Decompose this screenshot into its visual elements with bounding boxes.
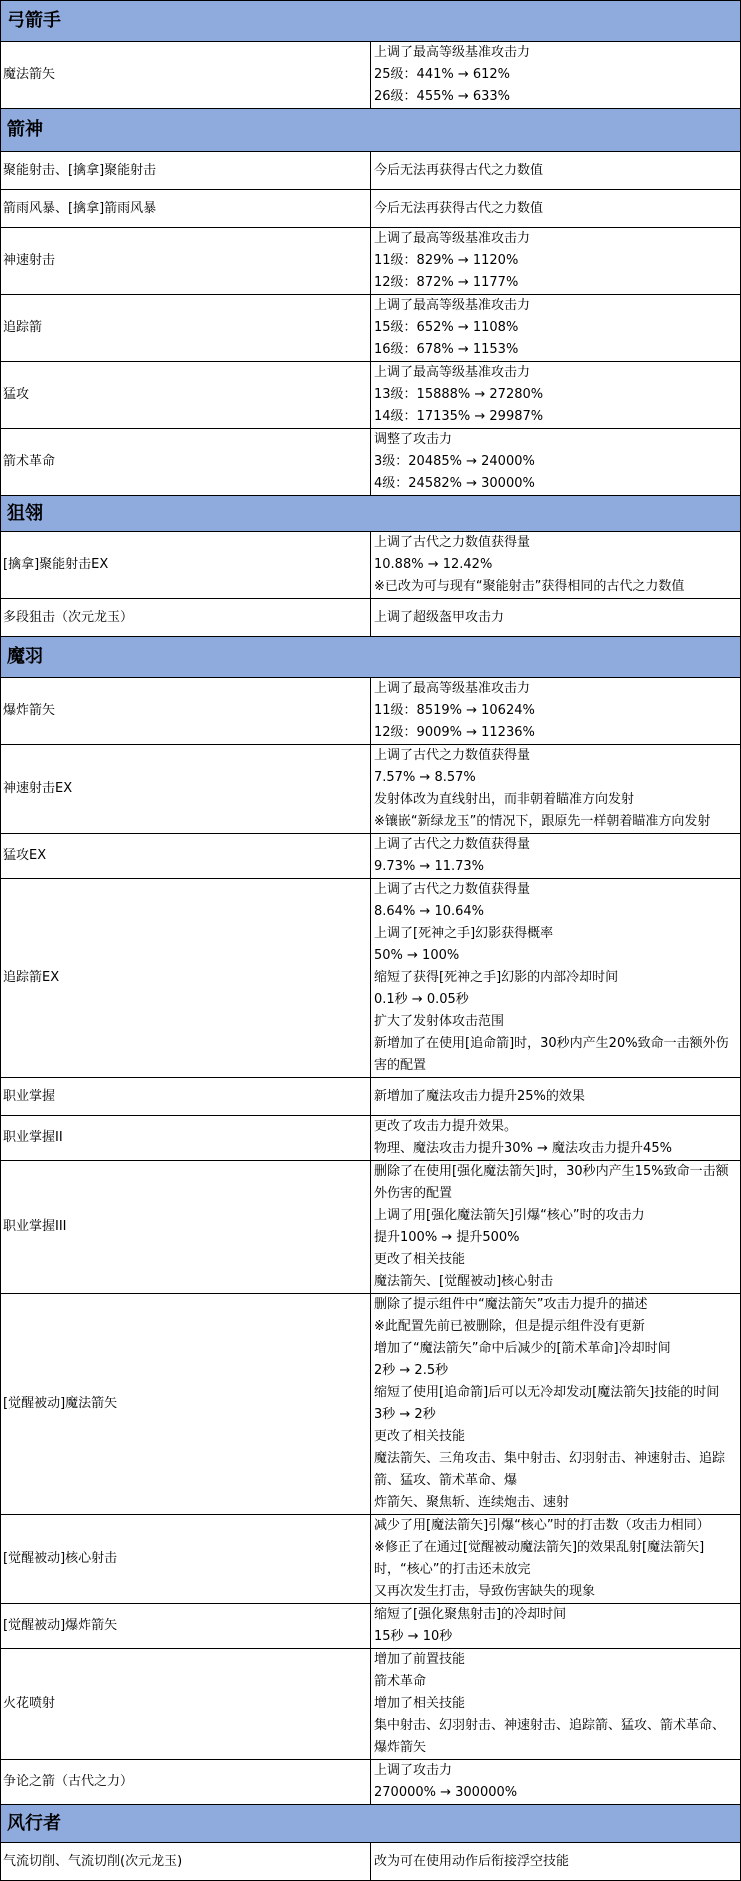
change-line: 发射体改为直线射出，而非朝着瞄准方向发射	[374, 792, 635, 807]
skill-row	[1, 745, 741, 834]
change-line: 上调了古代之力数值获得量	[374, 535, 531, 550]
change-line: 魔法箭矢、三角攻击、集中射击、幻羽射击、神速射击、追踪箭、猛攻、箭术革命、爆	[374, 1451, 726, 1488]
change-description	[371, 228, 741, 295]
skill-name: [觉醒被动]魔法箭矢	[1, 1294, 371, 1515]
change-line: 10.88% → 12.42%	[374, 557, 493, 572]
skill-name: 神速射击EX	[1, 745, 371, 834]
skill-name: 猛攻EX	[1, 834, 371, 879]
section-header-row	[1, 1, 741, 42]
change-line: 上调了用[强化魔法箭矢]引爆“核心”时的攻击力	[374, 1208, 645, 1223]
section-header-row	[1, 109, 741, 152]
change-description	[371, 362, 741, 429]
change-line: 增加了“魔法箭矢”命中后减少的[箭术革命]冷却时间	[374, 1341, 671, 1356]
section-title: 风行者	[1, 1805, 741, 1843]
skill-row	[1, 599, 741, 637]
skill-name: 聚能射击、[擒拿]聚能射击	[1, 152, 371, 190]
skill-name: 职业掌握III	[1, 1161, 371, 1294]
skill-name: 猛攻	[1, 362, 371, 429]
change-description	[371, 1649, 741, 1760]
change-line: 新增加了魔法攻击力提升25%的效果	[374, 1088, 585, 1104]
change-description	[371, 834, 741, 879]
skill-name: 魔法箭矢	[1, 42, 371, 109]
change-description	[371, 1078, 741, 1116]
change-line: ※修正了在通过[觉醒被动魔法箭矢]的效果乱射[魔法箭矢]时，“核心”的打击还未放完	[374, 1540, 705, 1577]
change-line: 上调了最高等级基准攻击力	[374, 365, 531, 380]
change-line: 缩短了使用[追命箭]后可以无冷却发动[魔法箭矢]技能的时间	[374, 1385, 720, 1400]
change-line: 扩大了发射体攻击范围	[374, 1014, 505, 1029]
skill-row	[1, 1760, 741, 1805]
change-description	[371, 1760, 741, 1805]
change-line: 新增加了在使用[追命箭]时，30秒内产生20%致命一击额外伤害的配置	[374, 1036, 729, 1073]
change-description	[371, 879, 741, 1078]
change-line: 3级：20485% → 24000%	[374, 454, 535, 469]
section-header-row	[1, 496, 741, 532]
change-line: 更改了相关技能	[374, 1252, 466, 1267]
change-line: 增加了前置技能	[374, 1652, 466, 1667]
change-line: 上调了最高等级基准攻击力	[374, 45, 531, 60]
skill-name: [觉醒被动]核心射击	[1, 1515, 371, 1604]
change-line: 11级：8519% → 10624%	[374, 703, 535, 718]
change-line: 2秒 → 2.5秒	[374, 1363, 449, 1378]
change-description	[371, 599, 741, 637]
change-description	[371, 532, 741, 599]
change-line: 15级：652% → 1108%	[374, 320, 519, 335]
change-line: 16级：678% → 1153%	[374, 342, 519, 357]
change-line: 14级：17135% → 29987%	[374, 409, 544, 424]
change-description	[371, 745, 741, 834]
change-line: ※此配置先前已被删除，但是提示组件没有更新	[374, 1319, 645, 1334]
skill-name: 火花喷射	[1, 1649, 371, 1760]
skill-row	[1, 1161, 741, 1294]
change-line: 减少了用[魔法箭矢]引爆“核心”时的打击数（攻击力相同）	[374, 1518, 710, 1533]
skill-name: 职业掌握	[1, 1078, 371, 1116]
skill-name: 追踪箭	[1, 295, 371, 362]
section-header-row	[1, 1805, 741, 1843]
change-line: 上调了古代之力数值获得量	[374, 882, 531, 897]
skill-name: 追踪箭EX	[1, 879, 371, 1078]
change-description	[371, 1604, 741, 1649]
change-line: 上调了攻击力	[374, 1763, 453, 1778]
change-line: 15秒 → 10秒	[374, 1629, 453, 1644]
skill-row	[1, 879, 741, 1078]
skill-name: 多段狙击（次元龙玉）	[1, 599, 371, 637]
change-line: 炸箭矢、聚焦斩、连续炮击、速射	[374, 1495, 570, 1510]
skill-name: [觉醒被动]爆炸箭矢	[1, 1604, 371, 1649]
change-description	[371, 1843, 741, 1881]
change-line: 9.73% → 11.73%	[374, 859, 485, 874]
skill-name: 争论之箭（古代之力）	[1, 1760, 371, 1805]
change-line: 50% → 100%	[374, 948, 460, 963]
skill-row	[1, 190, 741, 228]
patch-notes-body	[1, 1, 741, 1881]
skill-row	[1, 1843, 741, 1881]
change-line: 今后无法再获得古代之力数值	[374, 200, 544, 216]
change-line: 7.57% → 8.57%	[374, 770, 476, 785]
change-line: 上调了超级盔甲攻击力	[374, 609, 505, 625]
skill-name: [擒拿]聚能射击EX	[1, 532, 371, 599]
change-line: 13级：15888% → 27280%	[374, 387, 544, 402]
change-line: ※镶嵌“新绿龙玉”的情况下，跟原先一样朝着瞄准方向发射	[374, 814, 711, 829]
skill-row	[1, 1078, 741, 1116]
change-description	[371, 1161, 741, 1294]
change-line: 上调了古代之力数值获得量	[374, 748, 531, 763]
change-description	[371, 429, 741, 496]
change-line: 上调了最高等级基准攻击力	[374, 681, 531, 696]
skill-name: 爆炸箭矢	[1, 678, 371, 745]
skill-row	[1, 1649, 741, 1760]
change-line: 更改了相关技能	[374, 1429, 466, 1444]
change-description	[371, 190, 741, 228]
change-line: 3秒 → 2秒	[374, 1407, 436, 1422]
skill-name: 神速射击	[1, 228, 371, 295]
change-line: 物理、魔法攻击力提升30% → 魔法攻击力提升45%	[374, 1141, 672, 1156]
change-description	[371, 42, 741, 109]
change-line: 0.1秒 → 0.05秒	[374, 992, 469, 1007]
change-line: 11级：829% → 1120%	[374, 253, 519, 268]
skill-row	[1, 678, 741, 745]
section-header-row	[1, 637, 741, 678]
change-description	[371, 1515, 741, 1604]
skill-row	[1, 429, 741, 496]
change-line: 上调了古代之力数值获得量	[374, 837, 531, 852]
change-line: 今后无法再获得古代之力数值	[374, 162, 544, 178]
change-line: 集中射击、幻羽射击、神速射击、追踪箭、猛攻、箭术革命、爆炸箭矢	[374, 1718, 726, 1755]
skill-row	[1, 42, 741, 109]
skill-row	[1, 362, 741, 429]
change-description	[371, 1294, 741, 1515]
change-line: 箭术革命	[374, 1674, 427, 1689]
section-title: 狙翎	[1, 496, 741, 532]
section-title: 箭神	[1, 109, 741, 152]
change-line: 12级：872% → 1177%	[374, 275, 519, 290]
change-line: 魔法箭矢、[觉醒被动]核心射击	[374, 1274, 554, 1289]
skill-row	[1, 532, 741, 599]
change-line: 缩短了获得[死神之手]幻影的内部冷却时间	[374, 970, 619, 985]
change-line: 删除了在使用[强化魔法箭矢]时，30秒内产生15%致命一击额外伤害的配置	[374, 1164, 729, 1201]
change-line: 删除了提示组件中“魔法箭矢”攻击力提升的描述	[374, 1297, 648, 1312]
change-line: 上调了最高等级基准攻击力	[374, 231, 531, 246]
change-line: 25级：441% → 612%	[374, 67, 511, 82]
section-title: 魔羽	[1, 637, 741, 678]
skill-row	[1, 834, 741, 879]
change-description	[371, 295, 741, 362]
change-line: 提升100% → 提升500%	[374, 1230, 520, 1245]
change-line: 上调了[死神之手]幻影获得概率	[374, 926, 554, 941]
change-line: 增加了相关技能	[374, 1696, 466, 1711]
skill-name: 气流切削、气流切削(次元龙玉)	[1, 1843, 371, 1881]
change-line: 12级：9009% → 11236%	[374, 725, 535, 740]
change-description	[371, 678, 741, 745]
change-line: 改为可在使用动作后衔接浮空技能	[374, 1853, 570, 1869]
skill-row	[1, 1116, 741, 1161]
skill-row	[1, 152, 741, 190]
skill-name: 箭雨风暴、[擒拿]箭雨风暴	[1, 190, 371, 228]
change-line: 更改了攻击力提升效果。	[374, 1119, 518, 1134]
change-line: 缩短了[强化聚焦射击]的冷却时间	[374, 1607, 567, 1622]
change-line: 上调了最高等级基准攻击力	[374, 298, 531, 313]
change-line: 26级：455% → 633%	[374, 89, 511, 104]
change-line: 调整了攻击力	[374, 432, 453, 447]
skill-row	[1, 1294, 741, 1515]
change-description	[371, 152, 741, 190]
change-line: 又再次发生打击，导致伤害缺失的现象	[374, 1584, 596, 1599]
skill-name: 箭术革命	[1, 429, 371, 496]
skill-row	[1, 228, 741, 295]
change-line: 270000% → 300000%	[374, 1785, 518, 1800]
change-line: ※已改为可与现有“聚能射击”获得相同的古代之力数值	[374, 579, 685, 594]
skill-row	[1, 1604, 741, 1649]
change-line: 8.64% → 10.64%	[374, 904, 485, 919]
skill-row	[1, 295, 741, 362]
section-title: 弓箭手	[1, 1, 741, 42]
change-line: 4级：24582% → 30000%	[374, 476, 535, 491]
skill-row	[1, 1515, 741, 1604]
skill-name: 职业掌握II	[1, 1116, 371, 1161]
change-description	[371, 1116, 741, 1161]
